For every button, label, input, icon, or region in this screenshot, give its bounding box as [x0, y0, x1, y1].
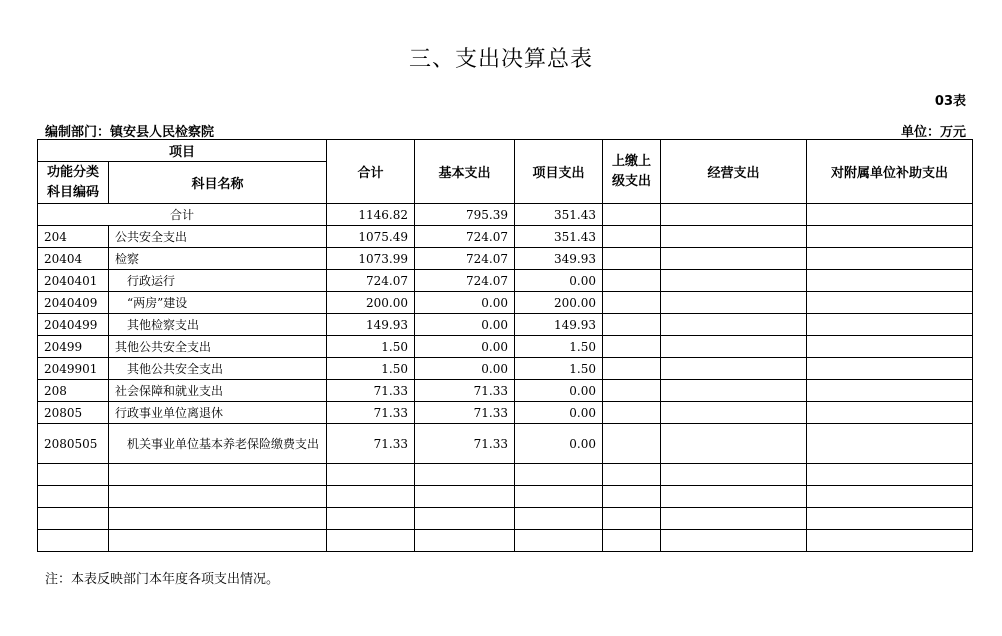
empty-cell [415, 464, 515, 486]
cell-name-text: “两房”建设 [127, 296, 188, 310]
header-code: 功能分类科目编码 [38, 162, 109, 204]
empty-cell [515, 530, 603, 552]
header-basic: 基本支出 [415, 140, 515, 204]
cell-total: 71.33 [327, 424, 415, 464]
cell-code: 204 [38, 226, 109, 248]
empty-cell [327, 486, 415, 508]
cell-subsidy [807, 292, 973, 314]
cell-code: 208 [38, 380, 109, 402]
cell-total: 1.50 [327, 358, 415, 380]
table-row [38, 292, 973, 314]
cell-business [661, 314, 807, 336]
empty-cell [109, 486, 327, 508]
cell-project: 349.93 [515, 248, 603, 270]
cell-name-text: 机关事业单位基本养老保险缴费支出 [127, 436, 320, 451]
cell-code: 2049901 [38, 358, 109, 380]
header-name: 科目名称 [109, 162, 327, 204]
empty-cell [38, 464, 109, 486]
header-business: 经营支出 [661, 140, 807, 204]
empty-cell [807, 530, 973, 552]
cell-name [109, 314, 327, 336]
cell-project: 149.93 [515, 314, 603, 336]
table-code: 03表 [934, 94, 966, 109]
cell-basic: 71.33 [415, 402, 515, 424]
cell-basic: 0.00 [415, 358, 515, 380]
cell-business [661, 336, 807, 358]
empty-cell [661, 464, 807, 486]
cell-upper [603, 292, 661, 314]
empty-cell [327, 508, 415, 530]
unit-label: 单位：万元 [900, 125, 966, 140]
empty-cell [515, 464, 603, 486]
cell-project: 0.00 [515, 380, 603, 402]
cell-subsidy [807, 248, 973, 270]
table-row [38, 424, 973, 464]
cell-total: 1073.99 [327, 248, 415, 270]
table-row-empty [38, 530, 973, 552]
empty-cell [327, 464, 415, 486]
table-row [38, 226, 973, 248]
cell-upper [603, 424, 661, 464]
total-label: 合计 [38, 204, 327, 226]
cell-total: 724.07 [327, 270, 415, 292]
footnote: 注：本表反映部门本年度各项支出情况。 [45, 572, 280, 587]
cell-business [661, 292, 807, 314]
cell-basic: 724.07 [415, 270, 515, 292]
cell-upper [603, 402, 661, 424]
empty-cell [109, 464, 327, 486]
table-row [38, 358, 973, 380]
cell-name [109, 358, 327, 380]
cell-project: 0.00 [515, 424, 603, 464]
cell-total: 1.50 [327, 336, 415, 358]
cell-total: 71.33 [327, 402, 415, 424]
cell-name-text: 其他公共安全支出 [127, 362, 224, 376]
table-row-empty [38, 486, 973, 508]
table-row-empty [38, 508, 973, 530]
empty-cell [38, 530, 109, 552]
table-row [38, 314, 973, 336]
table-row-empty [38, 464, 973, 486]
cell-code: 20499 [38, 336, 109, 358]
cell-code: 2040401 [38, 270, 109, 292]
cell-business [661, 226, 807, 248]
department-label: 编制部门：镇安县人民检察院 [45, 125, 215, 140]
cell-subsidy [807, 204, 973, 226]
cell-subsidy [807, 358, 973, 380]
cell-subsidy [807, 424, 973, 464]
cell-business [661, 270, 807, 292]
empty-cell [415, 508, 515, 530]
cell-basic: 724.07 [415, 248, 515, 270]
cell-upper [603, 336, 661, 358]
header-total: 合计 [327, 140, 415, 204]
cell-subsidy [807, 402, 973, 424]
empty-cell [327, 530, 415, 552]
empty-cell [515, 486, 603, 508]
cell-business [661, 424, 807, 464]
table-row [38, 336, 973, 358]
cell-subsidy [807, 314, 973, 336]
cell-code: 20805 [38, 402, 109, 424]
table-row [38, 402, 973, 424]
cell-basic: 71.33 [415, 424, 515, 464]
header-subsidy: 对附属单位补助支出 [807, 140, 973, 204]
cell-upper [603, 248, 661, 270]
empty-cell [661, 530, 807, 552]
cell-total: 1146.82 [327, 204, 415, 226]
cell-name-text: 行政运行 [127, 274, 176, 288]
empty-cell [38, 508, 109, 530]
cell-project: 0.00 [515, 402, 603, 424]
empty-cell [109, 508, 327, 530]
cell-total: 71.33 [327, 380, 415, 402]
empty-cell [515, 508, 603, 530]
cell-subsidy [807, 226, 973, 248]
cell-basic: 724.07 [415, 226, 515, 248]
cell-code: 2040499 [38, 314, 109, 336]
cell-name: 行政事业单位离退休 [109, 402, 327, 424]
empty-cell [603, 508, 661, 530]
cell-basic: 0.00 [415, 314, 515, 336]
cell-basic: 0.00 [415, 292, 515, 314]
cell-upper [603, 226, 661, 248]
cell-name: 其他公共安全支出 [109, 336, 327, 358]
cell-code: 2080505 [38, 424, 109, 464]
cell-business [661, 402, 807, 424]
cell-total: 200.00 [327, 292, 415, 314]
cell-project: 200.00 [515, 292, 603, 314]
table-row-total [38, 204, 973, 226]
cell-business [661, 358, 807, 380]
cell-project: 351.43 [515, 226, 603, 248]
cell-subsidy [807, 270, 973, 292]
cell-business [661, 380, 807, 402]
cell-name: 检察 [109, 248, 327, 270]
empty-cell [603, 464, 661, 486]
cell-upper [603, 358, 661, 380]
empty-cell [415, 530, 515, 552]
header-project: 项目支出 [515, 140, 603, 204]
cell-name: 社会保障和就业支出 [109, 380, 327, 402]
expenditure-table [37, 139, 973, 552]
cell-name [109, 292, 327, 314]
empty-cell [415, 486, 515, 508]
cell-name [109, 270, 327, 292]
empty-cell [38, 486, 109, 508]
cell-upper [603, 380, 661, 402]
cell-project: 351.43 [515, 204, 603, 226]
cell-name: 公共安全支出 [109, 226, 327, 248]
cell-upper [603, 314, 661, 336]
table-row [38, 270, 973, 292]
empty-cell [661, 508, 807, 530]
cell-total: 149.93 [327, 314, 415, 336]
cell-name [109, 424, 327, 464]
cell-code: 20404 [38, 248, 109, 270]
cell-subsidy [807, 336, 973, 358]
cell-basic: 795.39 [415, 204, 515, 226]
cell-project: 1.50 [515, 336, 603, 358]
empty-cell [807, 464, 973, 486]
empty-cell [807, 508, 973, 530]
cell-upper [603, 204, 661, 226]
cell-basic: 71.33 [415, 380, 515, 402]
cell-upper [603, 270, 661, 292]
cell-project: 0.00 [515, 270, 603, 292]
empty-cell [603, 486, 661, 508]
cell-business [661, 248, 807, 270]
table-row [38, 380, 973, 402]
empty-cell [661, 486, 807, 508]
table-row [38, 248, 973, 270]
cell-basic: 0.00 [415, 336, 515, 358]
empty-cell [109, 530, 327, 552]
cell-code: 2040409 [38, 292, 109, 314]
cell-project: 1.50 [515, 358, 603, 380]
cell-total: 1075.49 [327, 226, 415, 248]
page-title: 三、支出决算总表 [408, 47, 593, 72]
header-upper: 上缴上级支出 [603, 140, 661, 204]
header-item: 项目 [38, 140, 327, 162]
cell-name-text: 其他检察支出 [127, 318, 200, 332]
empty-cell [603, 530, 661, 552]
empty-cell [807, 486, 973, 508]
cell-business [661, 204, 807, 226]
cell-subsidy [807, 380, 973, 402]
